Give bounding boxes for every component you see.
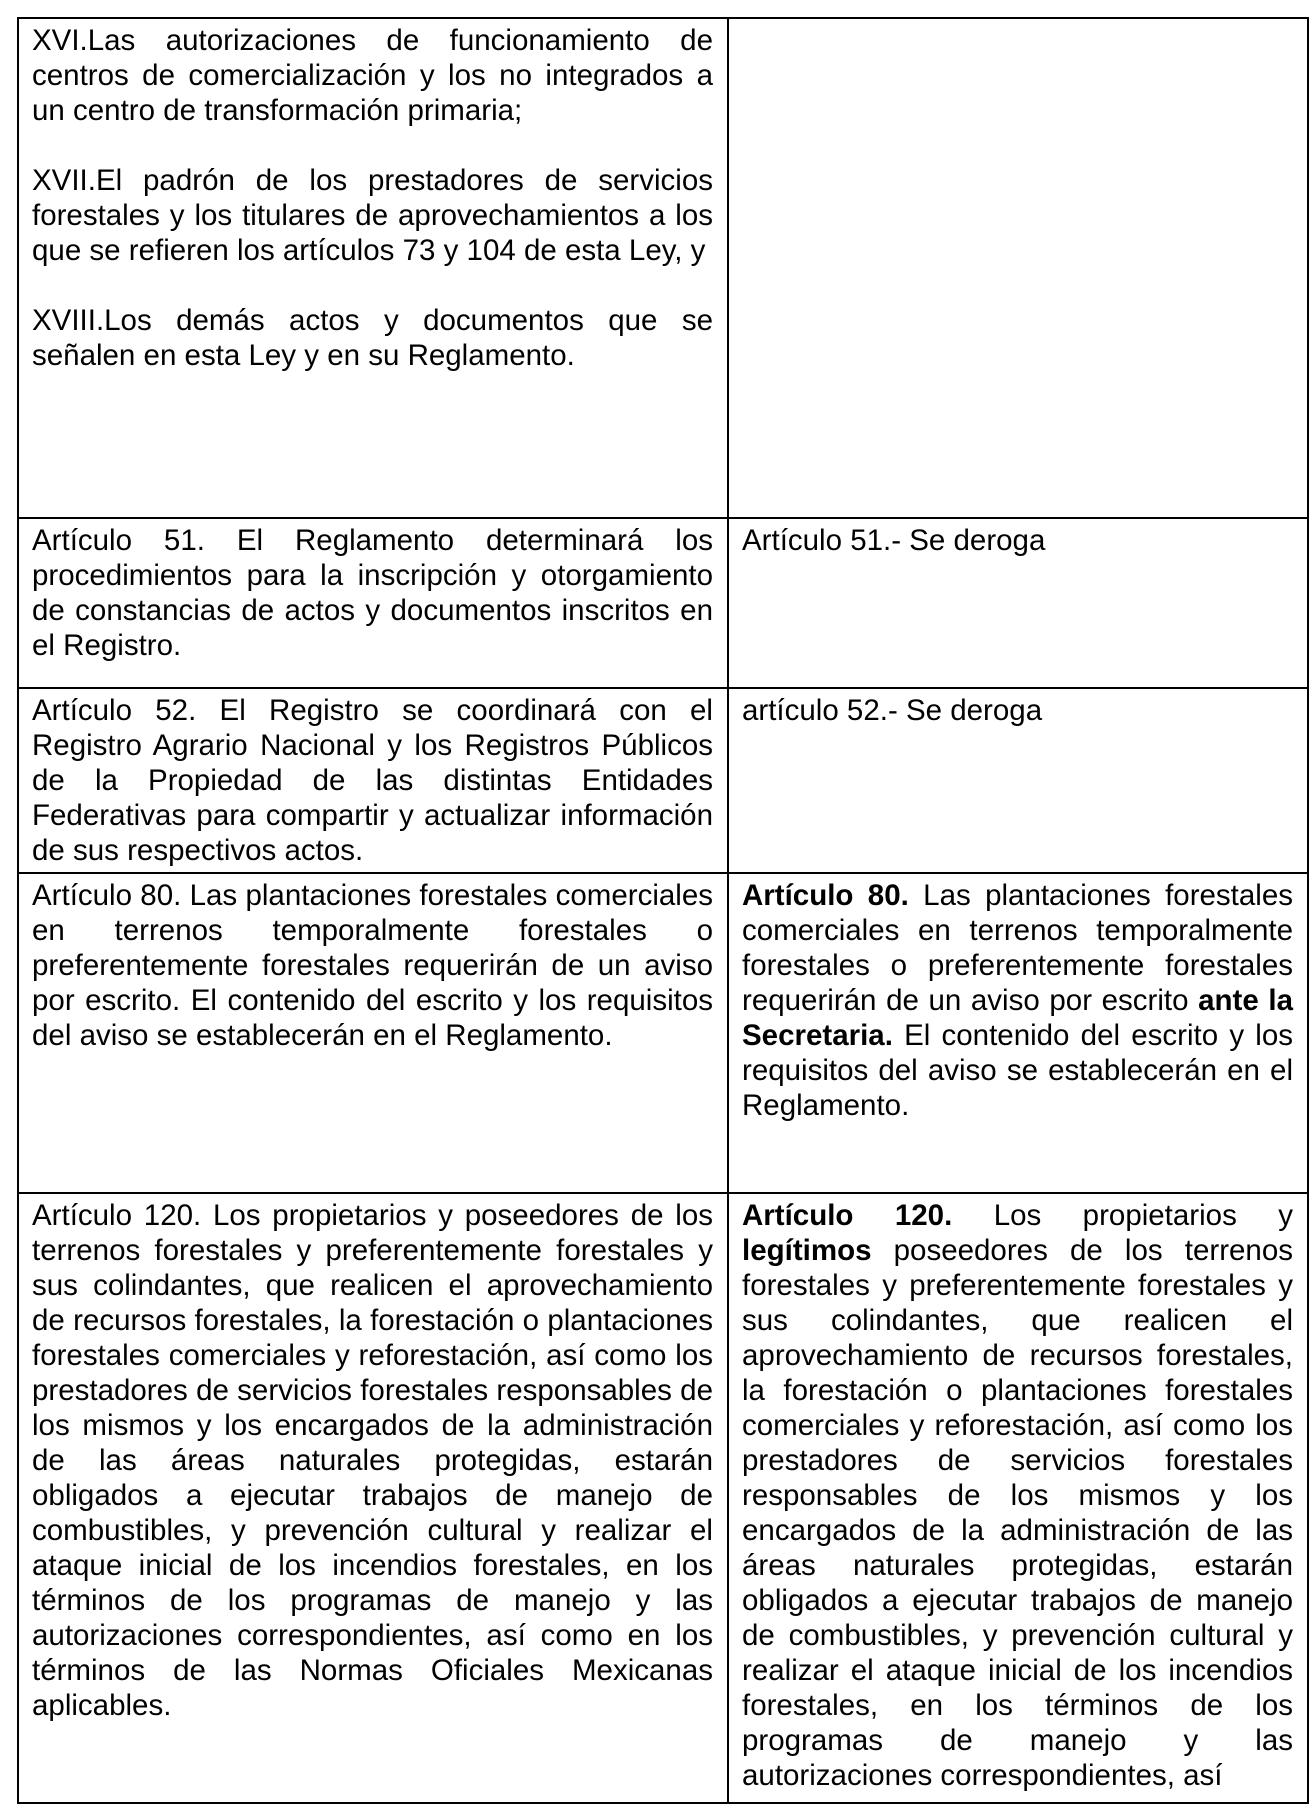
article-heading-bold: Artículo 80.	[742, 879, 909, 912]
body-text: poseedores de los terrenos forestales y preferentemente forestales y sus colindantes, que realicen el aprovechamiento de recursos forestales, la forestación o plantaciones forestales comerciales y reforestación, así como los prestadores de servicios forestales responsables de los mismos y los encargados de la administración de las áreas naturales protegidas, estarán obligados a ejecutar trabajos de manejo de combustibles, y prevención cultural y realizar el ataque inicial de los incendios forestales, en los términos de los programas de manejo y las autorizaciones correspondientes, así	[742, 1234, 1293, 1792]
table-row	[18, 688, 1308, 873]
article-80-current-text: Artículo 80. Las plantaciones forestales comerciales en terrenos temporalmente forestales o preferentemente forestales requerirán de un aviso por escrito. El contenido del escrito y los requisitos del aviso se establecerán en el Reglamento.	[32, 879, 713, 1052]
body-text: Las plantaciones forestales comerciales en terrenos temporalmente forestales o preferentemente forestales requerirán de un aviso por escrito	[742, 879, 1293, 1017]
table-row	[18, 1193, 1308, 1803]
left-cell	[18, 18, 728, 518]
paragraph-fraction-xviii: XVIII.Los demás actos y documentos que se señalen en esta Ley y en su Reglamento.	[32, 304, 713, 372]
right-cell	[728, 873, 1308, 1193]
right-cell	[728, 18, 1308, 518]
right-cell	[728, 1193, 1308, 1803]
left-cell	[18, 518, 728, 688]
left-cell	[18, 688, 728, 873]
body-text: Los propietarios y	[952, 1199, 1293, 1232]
table-row	[18, 518, 1308, 688]
comparison-table	[17, 17, 1309, 1804]
left-cell	[18, 1193, 728, 1803]
article-52-proposed-text: artículo 52.- Se deroga	[742, 694, 1043, 727]
added-text-bold: ante la Secretaria.	[742, 984, 1293, 1052]
article-52-current-text: Artículo 52. El Registro se coordinará con el Registro Agrario Nacional y los Registros Públicos de la Propiedad de las distintas Entidades Federativas para compartir y actualizar información de sus respectivos actos.	[32, 694, 713, 867]
article-heading-bold: Artículo 120.	[742, 1199, 953, 1232]
paragraph-fraction-xvii: XVII.El padrón de los prestadores de servicios forestales y los titulares de aprovechamientos a los que se refieren los artículos 73 y 104 de esta Ley, y	[32, 164, 713, 267]
right-cell	[728, 518, 1308, 688]
table-row	[18, 18, 1308, 518]
paragraph-fraction-xvi: XVI.Las autorizaciones de funcionamiento de centros de comercialización y los no integrados a un centro de transformación primaria;	[32, 24, 713, 127]
body-text: El contenido del escrito y los requisitos del aviso se establecerán en el Reglamento.	[742, 1019, 1293, 1122]
table-row	[18, 873, 1308, 1193]
left-cell	[18, 873, 728, 1193]
article-120-current-text: Artículo 120. Los propietarios y poseedores de los terrenos forestales y preferentemente forestales y sus colindantes, que realicen el aprovechamiento de recursos forestales, la forestación o plantaciones forestales comerciales y reforestación, así como los prestadores de servicios forestales responsables de los mismos y los encargados de la administración de las áreas naturales protegidas, estarán obligados a ejecutar trabajos de manejo de combustibles, y prevención cultural y realizar el ataque inicial de los incendios forestales, en los términos de los programas de manejo y las autorizaciones correspondientes, así como en los términos de las Normas Oficiales Mexicanas aplicables.	[32, 1199, 713, 1722]
article-51-current-text: Artículo 51. El Reglamento determinará los procedimientos para la inscripción y otorgamiento de constancias de actos y documentos inscritos en el Registro.	[32, 524, 713, 662]
added-text-bold: legítimos	[742, 1234, 872, 1267]
right-cell	[728, 688, 1308, 873]
article-80-proposed-text	[742, 878, 1293, 1123]
article-51-proposed-text: Artículo 51.- Se deroga	[742, 524, 1046, 557]
article-120-proposed-text	[742, 1198, 1293, 1793]
